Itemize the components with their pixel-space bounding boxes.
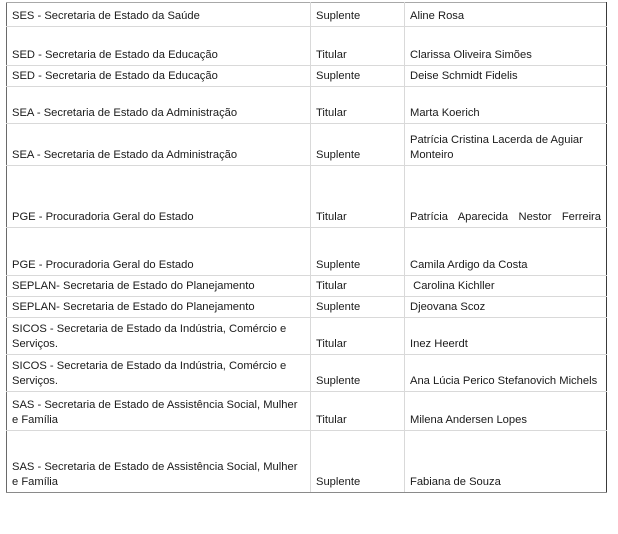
- cell-role: [311, 228, 405, 276]
- table-row: [7, 392, 607, 431]
- table-row: [7, 3, 607, 27]
- cell-organization: [7, 355, 311, 392]
- cell-role-text: Suplente: [316, 375, 361, 387]
- cell-name-text: Fabiana de Souza: [410, 476, 501, 488]
- cell-name-text: Clarissa Oliveira Simões: [410, 49, 532, 61]
- cell-organization: [7, 431, 311, 493]
- cell-role-text: Titular: [316, 414, 347, 426]
- cell-organization: [7, 3, 311, 27]
- cell-name: [405, 297, 607, 318]
- cell-role-text: Suplente: [316, 301, 361, 313]
- cell-role: [311, 124, 405, 166]
- cell-organization-text: SEA - Secretaria de Estado da Administração: [12, 149, 238, 161]
- cell-organization-text: SAS - Secretaria de Estado de Assistência Social, Mulher e Família: [12, 399, 301, 426]
- table-row: [7, 87, 607, 124]
- cell-role-text: Suplente: [316, 259, 361, 271]
- cell-role: [311, 87, 405, 124]
- cell-organization-text: SES - Secretaria de Estado da Saúde: [12, 10, 200, 22]
- cell-name-text: Ana Lúcia Perico Stefanovich Michels: [410, 375, 598, 387]
- cell-role-text: Suplente: [316, 476, 361, 488]
- cell-role: [311, 66, 405, 87]
- cell-role: [311, 27, 405, 66]
- cell-organization: [7, 27, 311, 66]
- cell-name-text: Inez Heerdt: [410, 338, 468, 350]
- cell-name-text: Patrícia Aparecida Nestor Ferreira: [410, 211, 601, 223]
- cell-name-text: Deise Schmidt Fidelis: [410, 70, 518, 82]
- cell-name: [405, 166, 607, 228]
- table-row: [7, 228, 607, 276]
- cell-role-text: Titular: [316, 107, 347, 119]
- cell-role-text: Suplente: [316, 70, 361, 82]
- cell-role: [311, 318, 405, 355]
- cell-name: [405, 87, 607, 124]
- cell-organization: [7, 276, 311, 297]
- cell-name-text: Marta Koerich: [410, 107, 480, 119]
- cell-name-text: Camila Ardigo da Costa: [410, 259, 528, 271]
- cell-name: [405, 355, 607, 392]
- cell-organization: [7, 392, 311, 431]
- table-row: [7, 276, 607, 297]
- cell-organization-text: SICOS - Secretaria de Estado da Indústria, Comércio e Serviços.: [12, 360, 290, 387]
- cell-role: [311, 355, 405, 392]
- cell-role: [311, 431, 405, 493]
- cell-organization-text: SEA - Secretaria de Estado da Administração: [12, 107, 238, 119]
- cell-role-text: Titular: [316, 211, 347, 223]
- cell-role-text: Suplente: [316, 149, 361, 161]
- table-row: [7, 297, 607, 318]
- cell-organization: [7, 166, 311, 228]
- cell-name: [405, 27, 607, 66]
- table-row: [7, 355, 607, 392]
- cell-role: [311, 297, 405, 318]
- cell-role: [311, 276, 405, 297]
- cell-organization-text: SAS - Secretaria de Estado de Assistência Social, Mulher e Família: [12, 461, 301, 488]
- table-row: [7, 318, 607, 355]
- cell-name: [405, 124, 607, 166]
- cell-organization: [7, 318, 311, 355]
- council-members-table: [6, 2, 607, 493]
- cell-name: [405, 392, 607, 431]
- table-container: [6, 2, 606, 493]
- cell-name-text: Djeovana Scoz: [410, 301, 486, 313]
- cell-role: [311, 166, 405, 228]
- cell-role-text: Titular: [316, 49, 347, 61]
- table-body: [7, 3, 607, 493]
- cell-organization: [7, 66, 311, 87]
- cell-name-text: Aline Rosa: [410, 10, 465, 22]
- cell-name: [405, 431, 607, 493]
- cell-organization: [7, 87, 311, 124]
- cell-role-text: Titular: [316, 338, 347, 350]
- cell-organization-text: PGE - Procuradoria Geral do Estado: [12, 259, 194, 271]
- table-row: [7, 124, 607, 166]
- cell-organization-text: SED - Secretaria de Estado da Educação: [12, 49, 218, 61]
- cell-name: [405, 228, 607, 276]
- cell-name-text: Milena Andersen Lopes: [410, 414, 527, 426]
- cell-organization-text: PGE - Procuradoria Geral do Estado: [12, 211, 194, 223]
- cell-organization: [7, 124, 311, 166]
- cell-role-text: Suplente: [316, 10, 361, 22]
- cell-name: [405, 276, 607, 297]
- table-row: [7, 66, 607, 87]
- cell-organization-text: SED - Secretaria de Estado da Educação: [12, 70, 218, 82]
- cell-role-text: Titular: [316, 280, 347, 292]
- table-row: [7, 431, 607, 493]
- cell-name: [405, 3, 607, 27]
- cell-organization: [7, 228, 311, 276]
- cell-organization-text: SEPLAN- Secretaria de Estado do Planejamento: [12, 301, 255, 313]
- cell-organization-text: SICOS - Secretaria de Estado da Indústria, Comércio e Serviços.: [12, 323, 290, 350]
- cell-role: [311, 392, 405, 431]
- table-row: [7, 166, 607, 228]
- cell-name-text: Patrícia Cristina Lacerda de Aguiar Monteiro: [410, 134, 586, 161]
- cell-name: [405, 318, 607, 355]
- cell-organization-text: SEPLAN- Secretaria de Estado do Planejamento: [12, 280, 255, 292]
- cell-role: [311, 3, 405, 27]
- cell-organization: [7, 297, 311, 318]
- cell-name-text: Carolina Kichller: [410, 280, 495, 292]
- cell-name: [405, 66, 607, 87]
- table-row: [7, 27, 607, 66]
